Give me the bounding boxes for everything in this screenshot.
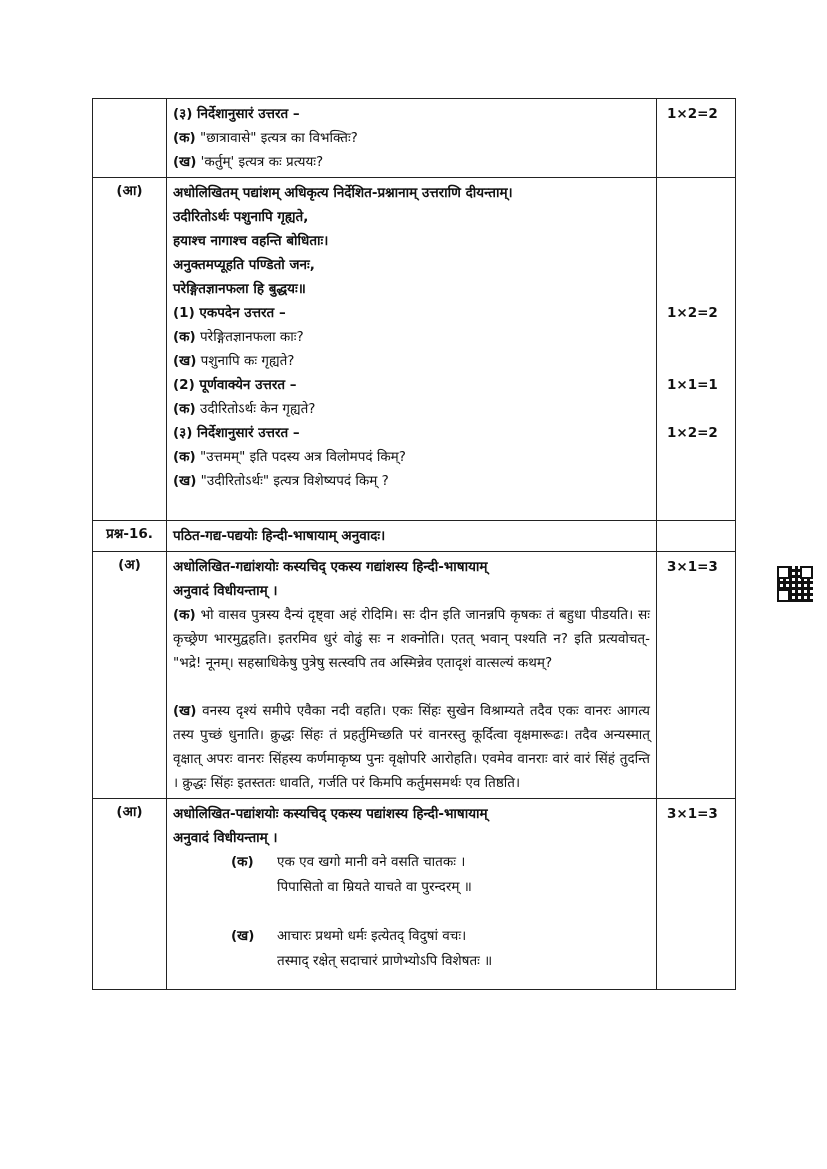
question-title: पठित-गद्य-पद्ययोः हिन्दी-भाषायाम् अनुवादः। (173, 528, 386, 544)
section-instruction: अधोलिखितम् पद्यांशम् अधिकृत्य निर्देशित-प्रश्नानाम् उत्तराणि दीयन्ताम्। (173, 185, 513, 201)
qr-code-icon (777, 566, 813, 602)
option-tag: (क) (173, 401, 196, 417)
marks-cell (657, 552, 736, 799)
question-cell (167, 799, 657, 990)
sub-question-text: "छात्रावासे" इत्यत्र का विभक्तिः? (195, 130, 358, 146)
verse-block (173, 850, 650, 900)
marks-value: 1×1=1 (667, 377, 718, 393)
question-cell (167, 552, 657, 799)
marks-cell (657, 799, 736, 990)
verse-line: उदीरितोऽर्थः पशुनापि गृह्यते, (173, 209, 309, 225)
row-label: (अ) (93, 552, 167, 799)
marks-value: 1×2=2 (667, 425, 718, 441)
sub-question-text: उदीरितोऽर्थः केन गृह्यते? (195, 401, 316, 417)
option-tag: (ख) (173, 154, 197, 170)
instruction-heading: (2) पूर्णवाक्येन उत्तरत – (173, 377, 297, 393)
verse-line: तस्माद् रक्षेत् सदाचारं प्राणेभ्योऽपि विशेषतः ॥ (277, 953, 493, 969)
question-cell (167, 178, 657, 521)
instruction-heading: (३) निर्देशानुसारं उत्तरत – (173, 106, 300, 122)
question-number: प्रश्न-16. (93, 521, 167, 552)
verse-line: अनुक्तमप्यूहति पण्डितो जनः, (173, 257, 315, 273)
row-label: (आ) (93, 178, 167, 521)
verse-line: एक एव खगो मानी वने वसति चातकः । (277, 854, 466, 870)
sub-question-text: पशुनापि कः गृह्यते? (196, 353, 295, 369)
sub-question (173, 469, 650, 493)
marks-cell (657, 99, 736, 178)
option-tag: (क) (173, 329, 196, 345)
option-tag: (ख) (173, 473, 197, 489)
spacer (173, 675, 650, 699)
marks-value: 3×1=3 (667, 559, 718, 575)
question-cell (167, 521, 657, 552)
sub-question (173, 325, 650, 349)
sub-question-text: 'कर्तुम्' इत्यत्र कः प्रत्ययः? (196, 154, 324, 170)
section-instruction: अनुवादं विधीयन्ताम् । (173, 583, 278, 599)
option-tag: (क) (173, 607, 196, 623)
row-label (93, 99, 167, 178)
marks-cell (657, 521, 736, 552)
section-instruction: अधोलिखित-पद्यांशयोः कस्यचिद् एकस्य पद्यांशस्य हिन्दी-भाषायाम् (173, 806, 488, 822)
section-instruction: अनुवादं विधीयन्ताम् । (173, 830, 278, 846)
marks-value: 3×1=3 (667, 806, 718, 822)
prose-passage (173, 699, 650, 795)
option-tag: (क) (173, 130, 196, 146)
option-tag: (ख) (173, 703, 197, 719)
row-continuation (93, 99, 736, 178)
sub-question-text: परेङ्गितज्ञानफला काः? (195, 329, 304, 345)
marks-cell (657, 178, 736, 521)
row-verse-translation (93, 799, 736, 990)
row-label: (आ) (93, 799, 167, 990)
marks-value: 1×2=2 (667, 305, 718, 321)
option-tag: (क) (173, 449, 196, 465)
passage-text: वनस्य दृश्यं समीपे एवैका नदी वहति। एकः सिंहः सुखेन विश्राम्यते तदैव एकः वानरः आगत्य तस्य पुच्छं धुनाति। क्रुद्धः सिंहः तं प्रहर्तुमिच्छति परं वानरस्तु कूर्दित्वा वृक्षमारूढः। तदैव अन्यस्मात् वृक्षात् अपरः वानरः सिंहस्य कर्णमाकृष्य पुनः वृक्षोपरि आरोहति। एवमेव वानराः वारं वारं सिंहं तुदन्ति । क्रुद्धः सिंहः इतस्ततः धावति, गर्जति परं किमपि कर्तुमसमर्थः एव तिष्ठति। (173, 703, 650, 791)
spacer (173, 493, 650, 517)
verse-line: हयाश्च नागाश्च वहन्ति बोधिताः। (173, 233, 329, 249)
sub-question (173, 445, 650, 469)
section-instruction: अधोलिखित-गद्यांशयोः कस्यचिद् एकस्य गद्यांशस्य हिन्दी-भाषायाम् (173, 559, 488, 575)
question-table (92, 98, 736, 990)
verse-line: परेङ्गितज्ञानफला हि बुद्धयः॥ (173, 281, 306, 297)
instruction-heading: (३) निर्देशानुसारं उत्तरत – (173, 425, 300, 441)
verse-block (173, 924, 650, 974)
row-question-16 (93, 521, 736, 552)
sub-question (173, 150, 650, 174)
passage-text: भो वासव पुत्रस्य दैन्यं दृष्ट्वा अहं रोदिमि। सः दीन इति जानन्नपि कृषकः तं बहुधा पीडयति। सः कृच्छ्रेण भारमुद्वहति। इतरमिव धुरं वोढुं सः न शक्नोति। एतत् भवान् पश्यति न? इति प्रत्यवोचत्- "भद्रे! नूनम्। सहस्राधिकेषु पुत्रेषु सत्स्वपि तव अस्मिन्नेव एतादृशं वात्सल्यं कथम्? (173, 607, 650, 671)
option-tag: (ख) (231, 928, 255, 944)
sub-question (173, 397, 650, 421)
marks-value: 1×2=2 (667, 106, 718, 122)
sub-question (173, 349, 650, 373)
row-prose-translation (93, 552, 736, 799)
option-tag: (क) (231, 854, 254, 870)
sub-question (173, 126, 650, 150)
spacer (173, 974, 650, 986)
sub-question-text: "उत्तमम्" इति पदस्य अत्र विलोमपदं किम्? (195, 449, 406, 465)
instruction-heading: (1) एकपदेन उत्तरत – (173, 305, 286, 321)
verse-line: आचारः प्रथमो धर्मः इत्येतद् विदुषां वचः। (277, 928, 467, 944)
prose-passage (173, 603, 650, 675)
question-cell (167, 99, 657, 178)
sub-question-text: "उदीरितोऽर्थः" इत्यत्र विशेष्यपदं किम् ? (196, 473, 389, 489)
verse-line: पिपासितो वा म्रियते याचते वा पुरन्दरम् ॥ (277, 879, 472, 895)
option-tag: (ख) (173, 353, 197, 369)
spacer (173, 900, 650, 924)
row-verse-questions (93, 178, 736, 521)
